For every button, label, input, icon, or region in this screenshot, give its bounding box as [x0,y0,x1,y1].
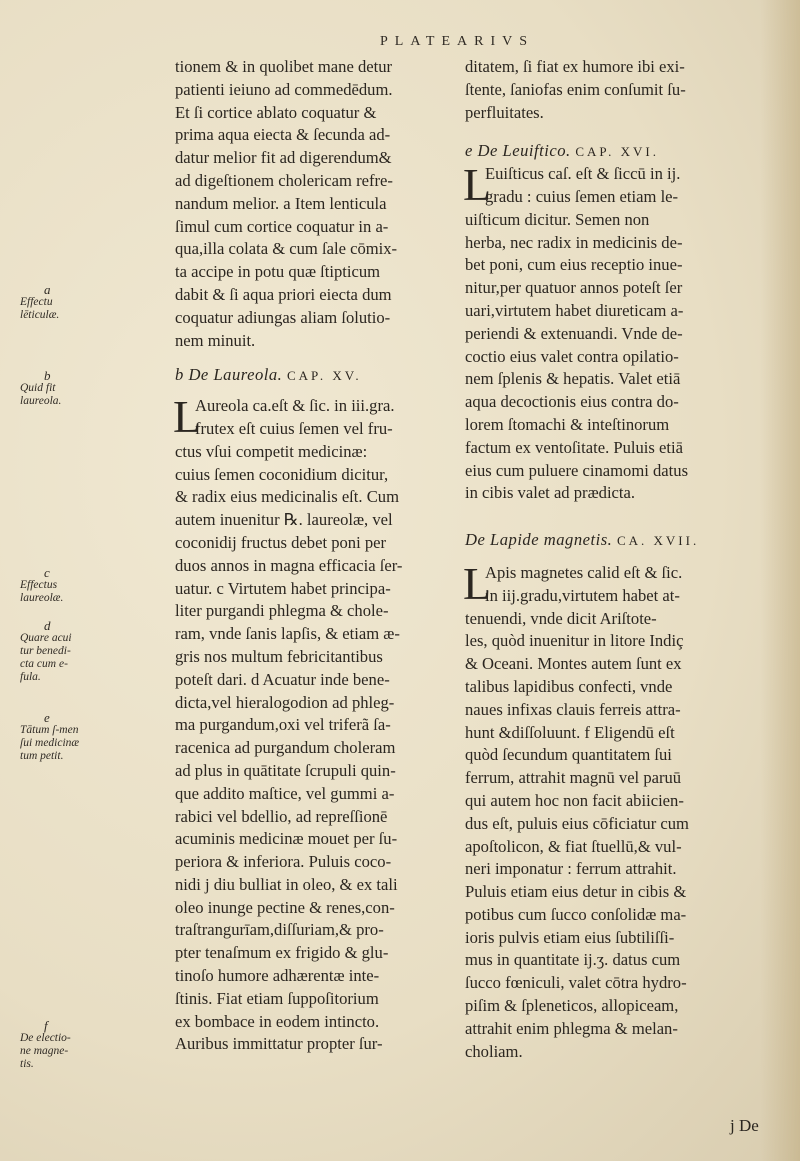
margin-note-text: Effectu lēticulæ. [20,296,60,321]
right-column [465,56,765,1155]
text-line: & radix eius medicinalis eſt. Cum [175,487,399,507]
heading-cap: CA. XVII. [616,533,700,549]
margin-note-c [20,566,80,605]
spacer [175,387,455,395]
margin-note-text: De electio-ne magne-tis. [20,1032,71,1070]
text-line: quòd ſecundum quantitatem ſui [465,745,672,765]
text-line: ram, vnde ſanis lapſis, & etiam æ- [175,624,400,644]
drop-cap: L [173,391,202,443]
text-line: datur melior fit ad digerendum& [175,148,392,168]
text-line: hunt &diſſoluunt. f Eligendū eſt [465,722,675,742]
text-line: bet poni, cum eius receptio inue- [465,255,683,275]
text-line: racenica ad purgandum choleram [175,738,396,758]
text-line: liter purgandi phlegma & chole- [175,601,389,621]
text-line: dabit & ſi aqua priori eiecta dum [175,284,392,304]
text-line: mus in quantitate ij.ʒ. datus cum [465,950,681,970]
chapter-heading-lapide-magnetis [465,529,765,552]
text-line: tionem & in quolibet mane detur [175,57,393,76]
text-line: gris nos multum febricitantibus [175,646,383,666]
text-line: potibus cum ſucco conſolidæ ma- [465,904,687,924]
page-edge-stain [760,0,800,1161]
margin-note-d [20,619,80,684]
text-line: uari,virtutem habet diureticam a- [465,300,684,320]
text-line: prima aqua eiecta & ſecunda ad- [175,125,391,145]
text-line: apoſtolicon, & fiat ſtuellū,& vul- [465,836,682,856]
text-line [465,1086,765,1109]
margin-note-a [20,283,80,322]
text-line [175,1102,455,1125]
margin-note-letter: a [44,282,51,297]
text-line: autem inuenitur ℞. laureolæ, vel [175,510,393,530]
heading-text: e De Leuiftico. [465,141,571,161]
margin-note-letter: f [44,1018,48,1033]
left-column [175,56,455,1125]
drop-cap: L [463,557,492,609]
text-line [465,1063,765,1086]
text-line: dus eſt, puluis eius cōficiatur cum [465,813,689,833]
text-line: eius cum puluere cinamomi datus [465,460,689,480]
spacer [465,505,765,529]
text-line: frutex eſt cuius ſemen vel fru- [195,418,393,438]
margin-note-letter: b [44,368,51,383]
margin-note-e [20,711,80,763]
heading-cap: CAP. XV. [286,368,362,384]
text-line: lorem ſtomachi & inteſtinorum [465,414,670,434]
text-line: acuminis medicinæ mouet per ſu- [175,829,398,849]
text-line: nidi j diu bulliat in oleo, & ex tali [175,874,398,894]
drop-cap: L [463,159,492,211]
catchword: j De [730,1116,759,1135]
text-line: attrahit enim phlegma & melan- [465,1018,678,1038]
text-line: uiſticum dicitur. Semen non [465,209,650,229]
chapter-heading-laureola [175,364,455,387]
text-line: poteſt dari. d Acuatur inde bene- [175,669,390,689]
margin-note-letter: d [44,618,51,633]
text-line: factum ex ventoſitate. Puluis etiā [465,437,683,457]
text-line: traſtrangurīam,diſſuriam,& pro- [175,920,384,940]
margin-note-text: Tātum ſ-men ſui medicinæ tum petit. [20,724,80,762]
text-line: coctio eius valet contra opilatio- [465,346,679,366]
text-line: ſucco fœniculi, valet cōtra hydro- [465,973,687,993]
text-line: nandum melior. a Item lenticula [175,193,387,213]
margin-note-text: Quare acui tur benedi-cta cum e-fula. [20,632,72,683]
text-line: qui autem hoc non facit abiicien- [465,790,684,810]
text-line: coquatur adiungas aliam ſolutio- [175,307,391,327]
text-line: ſimul cum cortice coquatur in a- [175,216,389,236]
text-line: periora & inferiora. Puluis coco- [175,852,392,872]
text-line: gradu : cuius ſemen etiam le- [485,186,679,206]
margin-note-f [20,1019,80,1071]
text-line: tenuendi, vnde dicit Ariſtote- [465,608,657,628]
text-line: patienti ieiuno ad commedēdum. [175,79,393,99]
text-line: nitur,per quatuor annos poteſt ſer [465,278,683,298]
text-line: ad digeſtionem cholericam refre- [175,170,393,190]
text-line: cuius ſemen coconidium dicitur, [175,464,389,484]
text-span: Aureola ca.eſt & ſic. in iii.gra. [195,396,395,416]
text-line: tinoſo humore adhærentæ inte- [175,966,380,986]
chapter-heading-levisticum [465,140,765,163]
text-line: periendi & extenuandi. Vnde de- [465,323,683,343]
text-line: qua,illa colata & cum ſale cōmix- [175,239,398,259]
heading-text: b De Laureola. [175,365,283,385]
text-line: in cibis valet ad prædicta. [465,483,636,503]
heading-text: De Lapide magnetis. [465,530,613,550]
spacer [465,124,765,140]
text-line: duos annos in magna efficacia ſer- [175,555,403,575]
text-line [175,1056,455,1079]
text-line: rabici vel bdellio, ad repreſſionē [175,806,388,826]
heading-cap: CAP. XVI. [575,144,660,160]
text-line: coconidij fructus debet poni per [175,532,387,552]
text-line: piſim & ſpleneticos, allopiceam, [465,996,679,1016]
text-line [175,1079,455,1102]
margin-note-text: Effectus laureolæ. [20,579,64,604]
text-line: ex bombace in eodem intincto. [175,1011,380,1031]
text-line: que addito maſtice, vel gummi a- [175,783,395,803]
text-line: perfluitates. [465,102,544,122]
text-line: les, quòd inuenitur in litore Indiç [465,631,684,651]
text-line: Puluis etiam eius detur in cibis & [465,882,687,902]
text-line: Et ſi cortice ablato coquatur & [175,102,377,122]
text-line: herba, nec radix in medicinis de- [465,232,683,252]
text-line: neri imponatur : ferrum attrahit. [465,859,677,879]
text-line: ctus vſui competit medicinæ: [175,441,368,461]
text-line [465,1132,765,1155]
text-line: ioris pulvis etiam eius ſubtiliſſi- [465,927,675,947]
margin-note-letter: c [44,565,50,580]
text-line: uatur. c Virtutem habet principa- [175,578,391,598]
text-line: pter tenaſmum ex frigido & glu- [175,943,389,963]
margin-note-b [20,369,80,408]
text-line: ad plus in quātitate ſcrupuli quin- [175,760,396,780]
text-line: & Oceani. Montes autem ſunt ex [465,654,682,674]
running-head: PLATEARIVS [380,34,535,49]
text-line: oleo inunge pectine & renes,con- [175,897,395,917]
text-line: Auribus immittatur propter ſur- [175,1034,383,1054]
text-line: choliam. [465,1041,523,1061]
text-span: Apis magnetes calid eſt & ſic. [485,562,683,582]
margin-note-text: Quid fit laureola. [20,382,62,407]
text-span: Euiſticus caſ. eſt & ſiccū in ij. [485,164,681,184]
text-line: naues infixas clauis ferreis attra- [465,699,681,719]
text-line: ta accipe in potu quæ ſtipticum [175,262,381,282]
spacer [465,552,765,562]
spacer [175,352,455,364]
text-line: ferrum, attrahit magnū vel paruū [465,768,682,788]
text-line: ditatem, ſi fiat ex humore ibi exi- [465,57,685,76]
text-line: ſtinis. Fiat etiam ſuppoſitorium [175,988,379,1008]
text-line: dicta,vel hieralogodion ad phleg- [175,692,395,712]
text-line: ma purgandum,oxi vel triferã ſa- [175,715,391,735]
text-line: nem ſplenis & hepatis. Valet etiā [465,369,681,389]
margin-note-letter: e [44,710,50,725]
text-line: in iij.gradu,virtutem habet at- [485,585,680,605]
text-line: ſtente, ſaniofas enim conſumit ſu- [465,79,686,99]
text-line: nem minuit. [175,330,256,350]
text-line [465,1109,765,1132]
text-line: aqua decoctionis eius contra do- [465,392,679,412]
text-line: talibus lapidibus confecti, vnde [465,676,673,696]
